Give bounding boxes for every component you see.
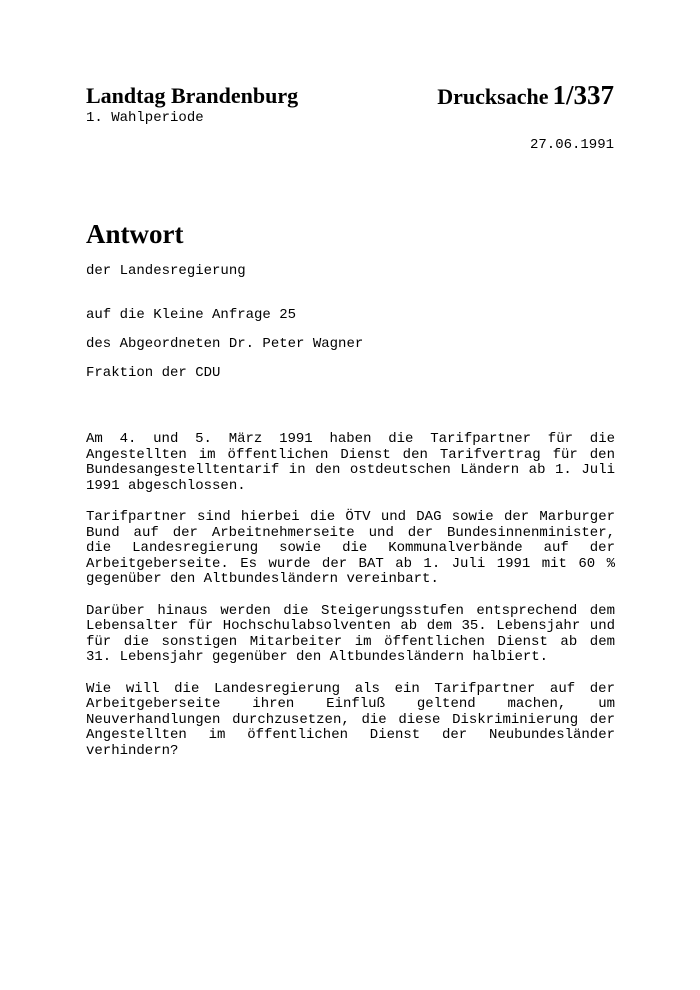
body-paragraph: Am 4. und 5. März 1991 haben die Tarifpartner für die Angestellten im öffentlichen Dienst den Tarifvertrag für den Bundesangestelltentarif in den ostdeutschen Ländern ab 1. Juli 1991 abgeschlossen. bbox=[86, 431, 615, 494]
body-paragraph: Tarifpartner sind hierbei die ÖTV und DAG sowie der Marburger Bund auf der Arbeitnehmerseite und der Bundesinnenminister, die Landesregierung sowie die Kommunalverbände auf der Arbeitgeberseite. Es wurde der BAT ab 1. Juli 1991 mit 60 % gegenüber den Altbundesländern vereinbart. bbox=[86, 508, 615, 588]
legislative-period: 1. Wahlperiode bbox=[86, 110, 204, 126]
document-date: 27.06.1991 bbox=[529, 137, 614, 153]
drucksache-label: Drucksache bbox=[437, 84, 549, 109]
document-type-title: Antwort bbox=[86, 219, 184, 249]
drucksache-number: 1/337 bbox=[552, 80, 614, 110]
member-line: des Abgeordneten Dr. Peter Wagner bbox=[86, 336, 364, 352]
drucksache-reference bbox=[437, 80, 614, 111]
body-paragraph: Darüber hinaus werden die Steigerungsstufen entsprechend dem Lebensalter für Hochschulabsolventen ab dem 35. Lebensjahr und für die sonstigen Mitarbeiter im öffentlichen Dienst ab dem 31. Lebensjahr gegenüber den Altbundesländern halbiert. bbox=[86, 602, 615, 666]
document-header-left bbox=[86, 83, 298, 126]
document-body bbox=[86, 432, 615, 759]
inquiry-line: auf die Kleine Anfrage 25 bbox=[86, 307, 297, 323]
faction-line: Fraktion der CDU bbox=[86, 365, 221, 381]
body-paragraph: Wie will die Landesregierung als ein Tarifpartner auf der Arbeitgeberseite ihren Einfluß geltend machen, um Neuverhandlungen durchzusetzen, die diese Diskriminierung der Angestellten im öffentlichen Dienst der Neubundesländer verhindern? bbox=[86, 680, 615, 759]
respondent-line: der Landesregierung bbox=[86, 263, 246, 279]
parliament-name: Landtag Brandenburg bbox=[86, 83, 299, 108]
